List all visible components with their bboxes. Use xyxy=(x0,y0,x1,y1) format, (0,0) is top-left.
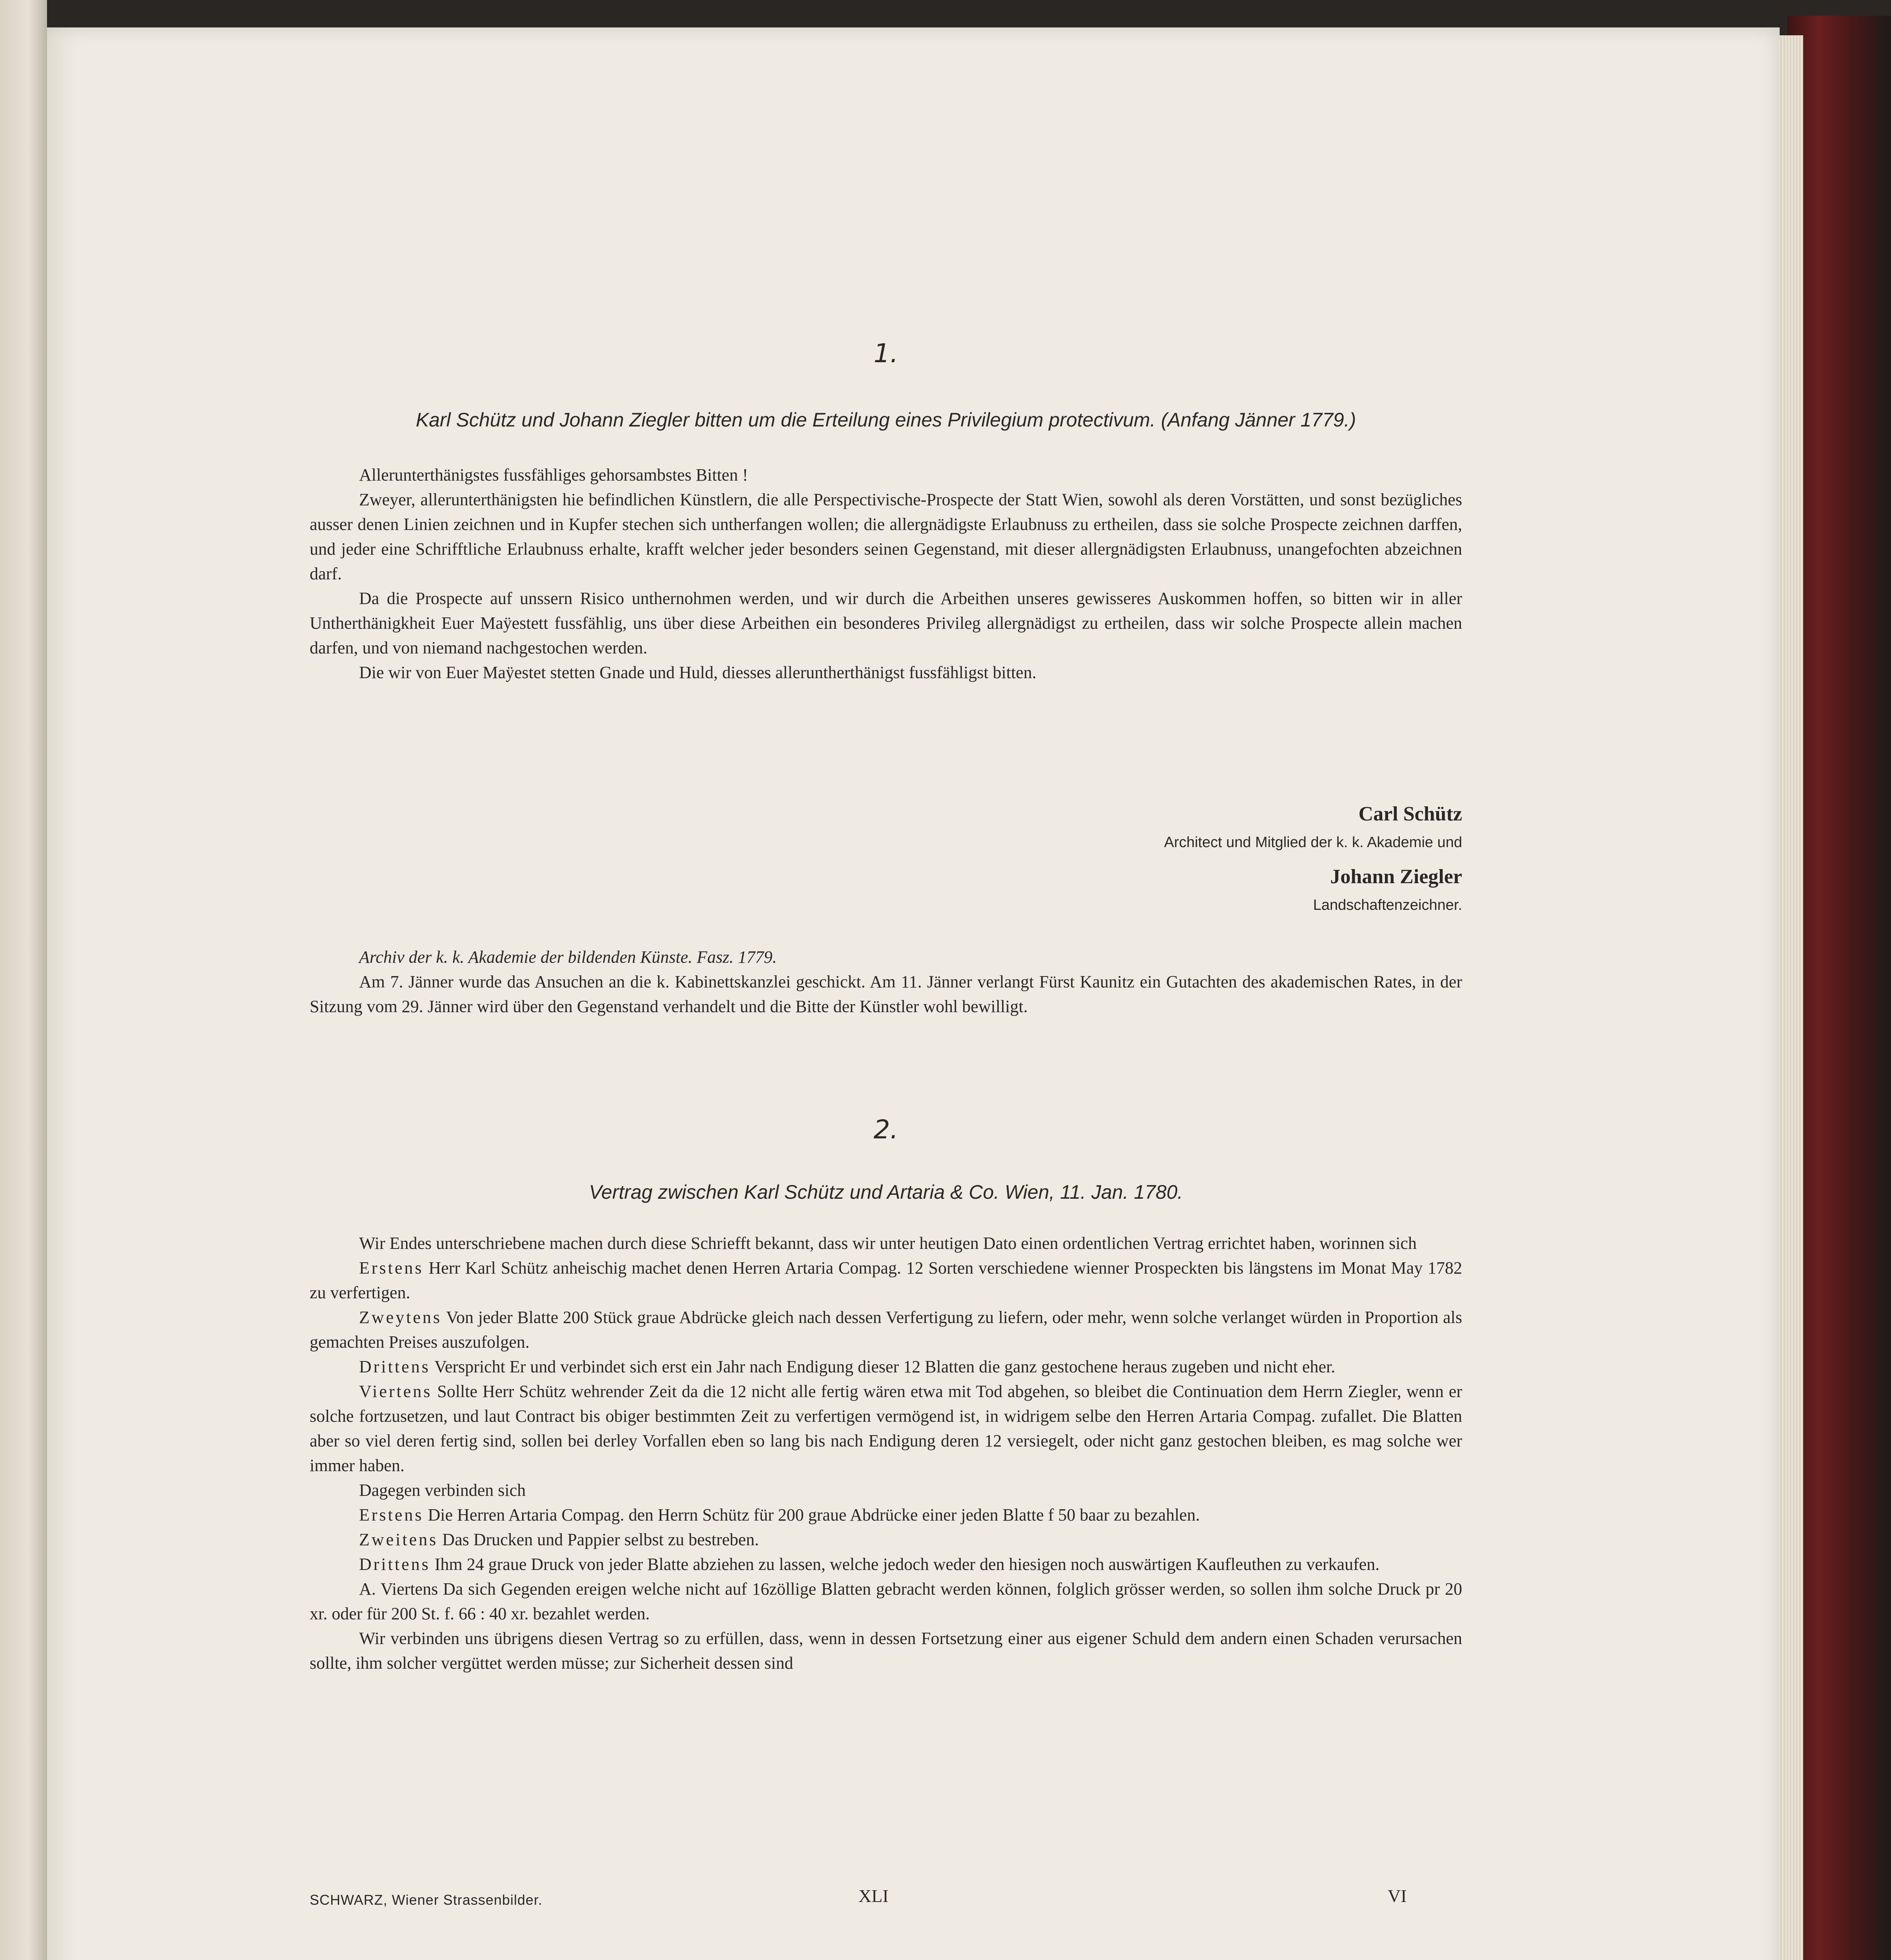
contract-paragraph: Wir Endes unterschriebene machen durch diese Schriefft bekannt, dass wir unter heutigen Dato einen ordentlichen Vertrag errichtet haben, worinnen sich xyxy=(359,1234,1417,1253)
doc2-heading: Vertrag zwischen Karl Schütz und Artaria & Co. Wien, 11. Jan. 1780. xyxy=(589,1181,1183,1203)
contract-paragraph: Dagegen verbinden sich xyxy=(359,1481,526,1500)
doc2-body xyxy=(310,1231,1462,1675)
doc1-body xyxy=(310,463,1462,685)
contract-paragraph: Viertens Sollte Herr Schütz wehrender Zeit da die 12 nicht alle fertig wären etwa mit Tod abgehen, so bleibet die Continuation dem Herrn Ziegler, wenn er solche fortzusetzen, und laut Contract bis obiger bestimmten Zeit zu verfertigen vermögend ist, in widrigem selbe den Herren Artaria Compag. zufallet. Die Blatten aber so viel deren fertig sind, sollen bei derley Vorfallen eben so lang bis nach Endigung deren 12 versiegelt, oder nicht ganz gestochen bleiben, es mag solche wer immer haben. xyxy=(310,1382,1462,1475)
signature-role-schuetz: Architect und Mitglied der k. k. Akademie und xyxy=(1164,834,1462,851)
footer-signature-mark: VI xyxy=(1388,1886,1407,1906)
doc1-number: 1. xyxy=(873,338,898,368)
contract-paragraph: Drittens Ihm 24 graue Druck von jeder Blatte abziehen zu lassen, welche jedoch weder den hiesigen noch auswärtigen Kaufleuthen zu verkaufen. xyxy=(359,1555,1380,1574)
archive-source: Archiv der k. k. Akademie der bildenden Künste. Fasz. 1779. xyxy=(359,947,777,967)
doc1-paragraph: Die wir von Euer Maÿestet stetten Gnade und Huld, diesses alleruntherthänigst fussfähligst bitten. xyxy=(359,663,1036,682)
contract-paragraph: Erstens Die Herren Artaria Compag. den Herrn Schütz für 200 graue Abdrücke einer jeden Blatte f 50 baar zu bezahlen. xyxy=(359,1505,1200,1524)
signature-name-schuetz: Carl Schütz xyxy=(1358,803,1462,825)
signature-name-ziegler: Johann Ziegler xyxy=(1330,866,1462,888)
doc1-heading: Karl Schütz und Johann Ziegler bitten um die Erteilung eines Privilegium protectivum. (Anfang Jänner 1779.) xyxy=(416,409,1356,431)
signature-role-ziegler: Landschaftenzeichner. xyxy=(1313,897,1462,913)
contract-paragraph: Zweitens Das Drucken und Pappier selbst zu bestreben. xyxy=(359,1530,759,1549)
previous-page-edge xyxy=(0,0,47,1960)
footer-page-number: XLI xyxy=(858,1886,889,1906)
doc1-paragraph: Da die Prospecte auf unssern Risico unthernohmen werden, und wir durch die Arbeithen unseres gewisseres Auskommen hoffen, so bitten wir in aller Untherthänigkheit Euer Maÿestett fussfählig, uns über diese Arbeithen ein besonderes Privileg allergnädigst zu ertheilen, dass wir solche Prospecte allein machen darfen, und von niemand nachgestochen werden. xyxy=(310,589,1462,657)
doc2-number: 2. xyxy=(873,1114,898,1145)
doc1-paragraph: Allerunterthänigstes fussfähliges gehorsambstes Bitten ! xyxy=(359,465,748,485)
contract-paragraph: Erstens Herr Karl Schütz anheischig machet denen Herren Artaria Compag. 12 Sorten verschiedene wienner Prospeckten bis längstens im Monat May 1782 zu verfertigen. xyxy=(310,1258,1462,1302)
contract-paragraph: Wir verbinden uns übrigens diesen Vertrag so zu erfüllen, dass, wenn in dessen Fortsetzung einer aus eigener Schuld dem andern einen Schaden verursachen sollte, ihm solcher vergüttet werden müsse; zur Sicherheit dessen sind xyxy=(310,1629,1462,1673)
footer-publication: SCHWARZ, Wiener Strassenbilder. xyxy=(310,1892,543,1908)
archive-note-text: Am 7. Jänner wurde das Ansuchen an die k. Kabinettskanzlei geschickt. Am 11. Jänner verlangt Fürst Kaunitz ein Gutachten des akademischen Rates, in der Sitzung vom 29. Jänner wird über den Gegenstand verhandelt und die Bitte der Künstler wohl bewilligt. xyxy=(310,972,1462,1016)
contract-paragraph: Drittens Verspricht Er und verbindet sich erst ein Jahr nach Endigung dieser 12 Blatten die ganz gestochene heraus zugeben und nicht eher. xyxy=(359,1357,1336,1376)
contract-paragraph: A. Viertens Da sich Gegenden ereigen welche nicht auf 16zöllige Blatten gebracht werden können, folglich grösser werden, so sollen ihm solche Druck pr 20 xr. oder für 200 St. f. 66 : 40 xr. bezahlet werden. xyxy=(310,1579,1462,1623)
contract-paragraph: Zweytens Von jeder Blatte 200 Stück graue Abdrücke gleich nach dessen Verfertigung zu liefern, oder mehr, wenn solche verlanget würden in Proportion als gemachten Preises auszufolgen. xyxy=(310,1308,1462,1352)
doc1-archive-note xyxy=(310,945,1462,1019)
document-page xyxy=(47,27,1780,1960)
doc1-paragraph: Zweyer, allerunterthänigsten hie befindlichen Künstlern, die alle Perspectivische-Prospecte der Statt Wien, sowohl als deren Vorstätten, und sonst bezügliches ausser denen Linien zeichnen und in Kupfer stechen sich untherfangen wollen; die allergnädigste Erlaubnuss zu ertheilen, dass sie solche Prospecte zeichnen darffen, und jeder eine Schrifftliche Erlaubnuss erhalte, krafft welcher jeder besonders seinen Gegenstand, mit dieser allergnädigsten Erlaubnuss, unangefochten abzeichnen darf. xyxy=(310,490,1462,583)
